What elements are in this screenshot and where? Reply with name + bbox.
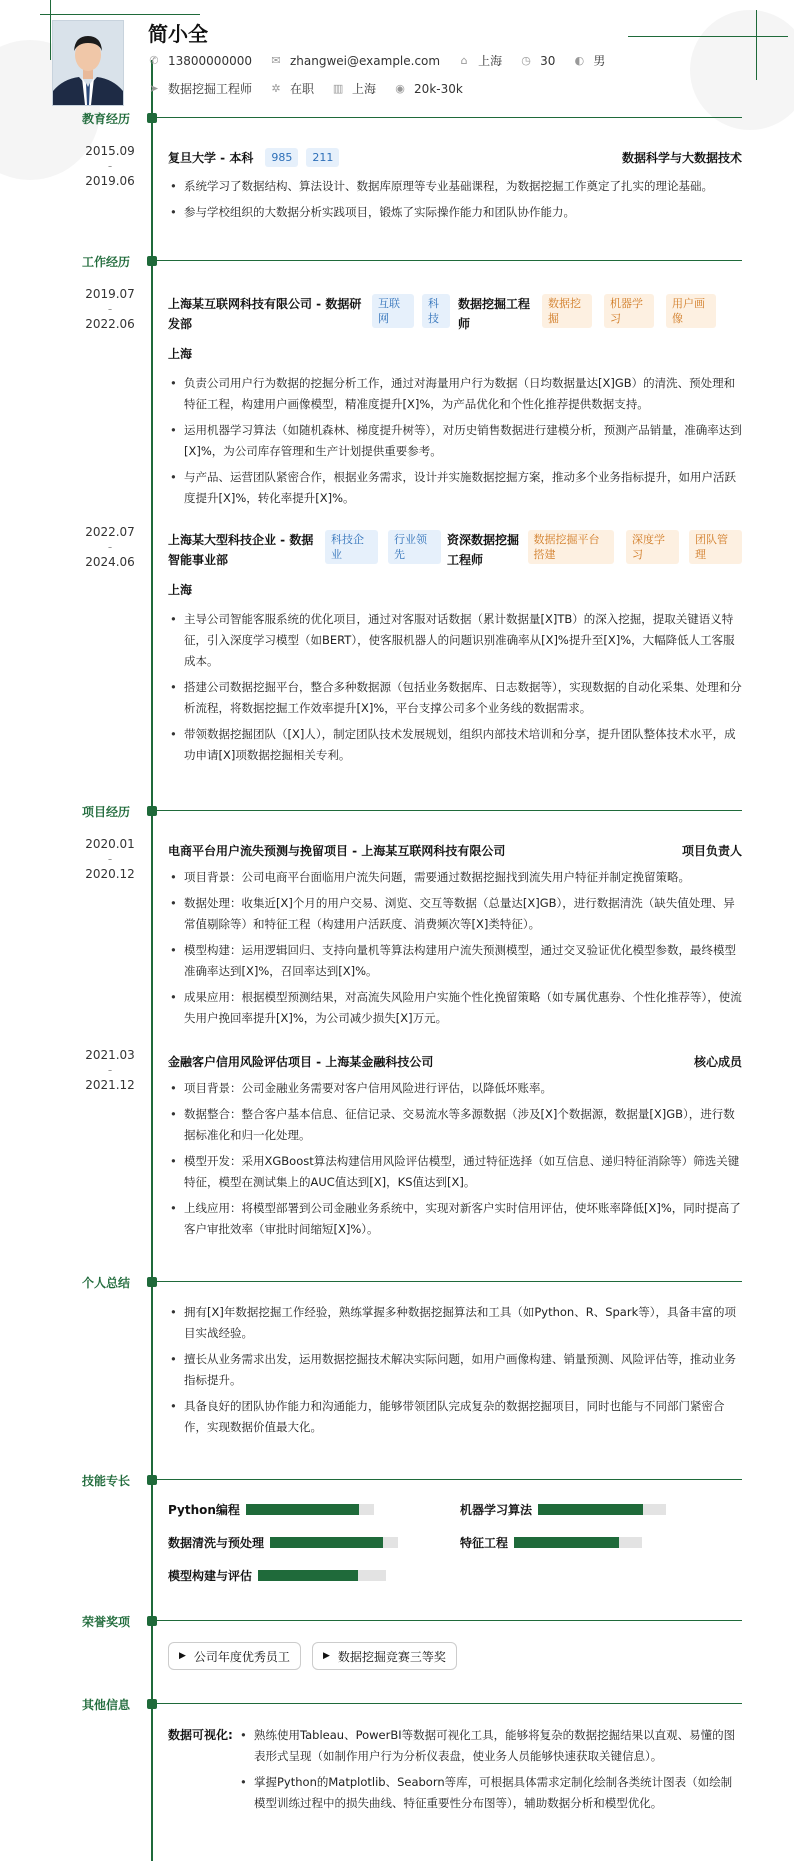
date-end: 2020.12 bbox=[85, 867, 135, 881]
other-bullets bbox=[238, 1725, 742, 1819]
skill-item bbox=[168, 1567, 386, 1584]
list-item: • 项目背景：公司金融业务需要对客户信用风险进行评估，以降低坏账率。 bbox=[168, 1078, 742, 1099]
avatar bbox=[52, 20, 124, 106]
timeline-line bbox=[151, 60, 153, 1861]
project-title: 电商平台用户流失预测与挽留项目 - 上海某互联网科技有限公司 bbox=[168, 844, 506, 858]
list-item: • 模型构建：运用逻辑回归、支持向量机等算法构建用户流失预测模型，通过交叉验证优化模型参数，最终模型准确率达到[X]%，召回率达到[X]%。 bbox=[168, 940, 742, 982]
company-name: 上海某互联网科技有限公司 - 数据研发部 bbox=[168, 297, 362, 331]
award-label: 数据挖掘竞赛三等奖 bbox=[337, 1649, 446, 1664]
school-tag: 211 bbox=[306, 148, 339, 167]
skill-tag: 团队管理 bbox=[689, 530, 742, 564]
industry-tag: 行业领先 bbox=[388, 530, 441, 564]
list-item: • 擅长从业务需求出发，运用数据挖掘技术解决实际问题，如用户画像构建、销量预测、风险评估等，推动业务指标提升。 bbox=[168, 1349, 742, 1391]
skill-tag: 数据挖掘平台搭建 bbox=[528, 530, 615, 564]
email-value: zhangwei@example.com bbox=[289, 53, 441, 68]
skill-tag: 用户画像 bbox=[666, 294, 716, 328]
phone-icon: ✆ bbox=[149, 54, 159, 67]
company-name: 上海某大型科技企业 - 数据智能事业部 bbox=[168, 533, 314, 567]
education-bullets bbox=[168, 176, 742, 228]
date-start: 2020.01 bbox=[85, 837, 135, 851]
play-icon: ▶ bbox=[323, 1651, 330, 1661]
section-divider bbox=[153, 810, 742, 811]
list-item: • 系统学习了数据结构、算法设计、数据库原理等专业基础课程，为数据挖掘工作奠定了扎实的理论基础。 bbox=[168, 176, 742, 197]
city-value: 上海 bbox=[352, 82, 377, 96]
section-title-education: 教育经历 bbox=[82, 112, 131, 126]
major-name: 数据科学与大数据技术 bbox=[621, 151, 742, 165]
skill-bar bbox=[270, 1537, 398, 1548]
timeline-dot bbox=[147, 806, 157, 816]
skill-item bbox=[168, 1501, 374, 1518]
section-title-other: 其他信息 bbox=[82, 1698, 131, 1712]
building-icon: ▥ bbox=[332, 82, 344, 95]
skill-item bbox=[460, 1534, 642, 1551]
info-row-1 bbox=[148, 52, 615, 69]
list-item: • 上线应用：将模型部署到公司金融业务系统中，实现对新客户实时信用评估，使坏账率降低[X]%，同时提高了客户审批效率（审批时间缩短[X]%）。 bbox=[168, 1198, 742, 1240]
list-item: • 数据处理：收集近[X]个月的用户交易、浏览、交互等数据（总量达[X]GB），进行数据清洗（缺失值处理、异常值剔除等）和特征工程（构建用户活跃度、消费频次等[X]类特征）。 bbox=[168, 893, 742, 935]
skill-name: 特征工程 bbox=[460, 1536, 509, 1550]
section-title-skills: 技能专长 bbox=[82, 1474, 131, 1488]
hometown-value: 上海 bbox=[478, 54, 503, 68]
timeline-dot bbox=[147, 1616, 157, 1626]
timeline-dot bbox=[147, 1475, 157, 1485]
list-item: • 带领数据挖掘团队（[X]人），制定团队技术发展规划，组织内部技术培训和分享，提升团队整体技术水平，成功申请[X]项数据挖掘相关专利。 bbox=[168, 724, 742, 766]
job-target-value: 数据挖掘工程师 bbox=[168, 82, 253, 96]
education-head bbox=[168, 148, 742, 167]
list-item: • 主导公司智能客服系统的优化项目，通过对客服对话数据（累计数据量[X]TB）的深入挖掘，提取关键语义特征，引入深度学习模型（如BERT），使客服机器人的问题识别准确率从[X]%提升至[X]%，大幅降低人工客服成本。 bbox=[168, 609, 742, 672]
list-item: • 数据整合：整合客户基本信息、征信记录、交易流水等多源数据（涉及[X]个数据源，数据量[X]GB），进行数据标准化和归一化处理。 bbox=[168, 1104, 742, 1146]
skill-name: 数据清洗与预处理 bbox=[168, 1536, 265, 1550]
work-head bbox=[168, 530, 742, 570]
skill-bar bbox=[538, 1504, 666, 1515]
position-name: 资深数据挖掘工程师 bbox=[447, 533, 520, 567]
list-item: • 项目背景：公司电商平台面临用户流失问题，需要通过数据挖掘找到流失用户特征并制定挽留策略。 bbox=[168, 867, 742, 888]
list-item: • 熟练使用Tableau、PowerBI等数据可视化工具，能够将复杂的数据挖掘结果以直观、易懂的图表形式呈现（如制作用户行为分析仪表盘，使业务人员能够快速获取关键信息）。 bbox=[238, 1725, 742, 1767]
timeline-dot bbox=[147, 256, 157, 266]
gear-icon: ✲ bbox=[271, 82, 281, 95]
list-item: • 运用机器学习算法（如随机森林、梯度提升树等），对历史销售数据进行建模分析，预测产品销量，准确率达到[X]%，为公司库存管理和生产计划提供重要参考。 bbox=[168, 420, 742, 462]
position-name: 数据挖掘工程师 bbox=[458, 297, 531, 331]
summary-bullets bbox=[168, 1302, 742, 1443]
play-icon: ▶ bbox=[179, 1651, 186, 1661]
list-item: • 与产品、运营团队紧密合作，根据业务需求，设计并实施数据挖掘方案，推动多个业务指标提升，如用户活跃度提升[X]%，转化率提升[X]%。 bbox=[168, 467, 742, 509]
work-bullets bbox=[168, 373, 742, 514]
skill-item bbox=[168, 1534, 398, 1551]
salary-value: 20k-30k bbox=[414, 81, 463, 96]
skill-tag: 数据挖掘 bbox=[542, 294, 592, 328]
project-bullets bbox=[168, 1078, 742, 1245]
skill-tag: 深度学习 bbox=[626, 530, 679, 564]
list-item: • 拥有[X]年数据挖掘工作经验，熟练掌握多种数据挖掘算法和工具（如Python、R、Spark等），具备丰富的项目实战经验。 bbox=[168, 1302, 742, 1344]
age-value: 30 bbox=[540, 53, 556, 68]
industry-tag: 科技企业 bbox=[325, 530, 378, 564]
date-start: 2022.07 bbox=[85, 525, 135, 539]
skill-bar-fill bbox=[270, 1537, 383, 1548]
work-date bbox=[80, 525, 140, 570]
date-dash: - bbox=[107, 852, 113, 866]
section-divider bbox=[153, 260, 742, 261]
send-icon: ➤ bbox=[149, 82, 159, 95]
date-end: 2019.06 bbox=[85, 174, 135, 188]
section-divider bbox=[153, 1620, 742, 1621]
section-title-awards: 荣誉奖项 bbox=[82, 1615, 131, 1629]
phone-value: 13800000000 bbox=[168, 53, 252, 68]
date-start: 2015.09 bbox=[85, 144, 135, 158]
gender-icon: ◐ bbox=[574, 54, 585, 67]
award-label: 公司年度优秀员工 bbox=[193, 1649, 290, 1664]
project-date bbox=[80, 837, 140, 882]
date-dash: - bbox=[107, 540, 113, 554]
award-chip bbox=[312, 1642, 457, 1670]
list-item: • 成果应用：根据模型预测结果，对高流失风险用户实施个性化挽留策略（如专属优惠券、个性化推荐等），使流失用户挽回率提升[X]%，为公司减少损失[X]万元。 bbox=[168, 987, 742, 1029]
skill-bar bbox=[514, 1537, 642, 1548]
money-icon: ◉ bbox=[395, 82, 405, 95]
date-end: 2024.06 bbox=[85, 555, 135, 569]
project-role: 项目负责人 bbox=[681, 844, 742, 858]
timeline-dot bbox=[147, 1277, 157, 1287]
list-item: • 具备良好的团队协作能力和沟通能力，能够带领团队完成复杂的数据挖掘项目，同时也能与不同部门紧密合作，实现数据价值最大化。 bbox=[168, 1396, 742, 1438]
skill-bar bbox=[258, 1570, 386, 1581]
date-start: 2019.07 bbox=[85, 287, 135, 301]
other-label: 数据可视化: bbox=[168, 1728, 233, 1742]
skill-name: 模型构建与评估 bbox=[168, 1569, 253, 1583]
candidate-name: 简小全 bbox=[148, 22, 208, 46]
project-head bbox=[168, 842, 742, 859]
section-title-work: 工作经历 bbox=[82, 255, 131, 269]
skill-tag: 机器学习 bbox=[604, 294, 654, 328]
section-title-project: 项目经历 bbox=[82, 805, 131, 819]
date-end: 2021.12 bbox=[85, 1078, 135, 1092]
section-divider bbox=[153, 1281, 742, 1282]
school-tag: 985 bbox=[265, 148, 298, 167]
list-item: • 搭建公司数据挖掘平台，整合多种数据源（包括业务数据库、日志数据等），实现数据的自动化采集、处理和分析流程，将数据挖掘工作效率提升[X]%，平台支撑公司多个业务线的数据需求。 bbox=[168, 677, 742, 719]
project-bullets bbox=[168, 867, 742, 1034]
section-divider bbox=[153, 1479, 742, 1480]
work-city: 上海 bbox=[168, 583, 193, 597]
list-item: • 掌握Python的Matplotlib、Seaborn等库，可根据具体需求定制化绘制各类统计图表（如绘制模型训练过程中的损失曲线、特征重要性分布图等），辅助数据分析和模型优化。 bbox=[238, 1772, 742, 1814]
work-head bbox=[168, 294, 742, 334]
timeline-dot bbox=[147, 113, 157, 123]
list-item: • 参与学校组织的大数据分析实践项目，锻炼了实际操作能力和团队协作能力。 bbox=[168, 202, 742, 223]
work-city: 上海 bbox=[168, 347, 193, 361]
date-start: 2021.03 bbox=[85, 1048, 135, 1062]
date-dash: - bbox=[107, 1063, 113, 1077]
list-item: • 负责公司用户行为数据的挖掘分析工作，通过对海量用户行为数据（日均数据量达[X]GB）的清洗、预处理和特征工程，构建用户画像模型，精准度提升[X]%，为产品优化和个性化推荐提供数据支持。 bbox=[168, 373, 742, 415]
skill-name: Python编程 bbox=[168, 1503, 240, 1517]
work-date bbox=[80, 287, 140, 332]
skill-bar bbox=[246, 1504, 374, 1515]
info-row-2 bbox=[148, 80, 473, 97]
industry-tag: 科技 bbox=[422, 294, 450, 328]
list-item: • 模型开发：采用XGBoost算法构建信用风险评估模型，通过特征选择（如互信息、递归特征消除等）筛选关键特征，模型在测试集上的AUC值达到[X]，KS值达到[X]。 bbox=[168, 1151, 742, 1193]
date-dash: - bbox=[107, 302, 113, 316]
section-title-summary: 个人总结 bbox=[82, 1276, 131, 1290]
skill-bar-fill bbox=[258, 1570, 358, 1581]
education-date bbox=[80, 144, 140, 189]
home-icon: ⌂ bbox=[460, 54, 468, 67]
date-end: 2022.06 bbox=[85, 317, 135, 331]
skill-name: 机器学习算法 bbox=[460, 1503, 533, 1517]
work-bullets bbox=[168, 609, 742, 771]
industry-tag: 互联网 bbox=[372, 294, 414, 328]
skill-bar-fill bbox=[246, 1504, 359, 1515]
project-date bbox=[80, 1048, 140, 1093]
project-title: 金融客户信用风险评估项目 - 上海某金融科技公司 bbox=[168, 1055, 434, 1069]
gender-value: 男 bbox=[593, 54, 606, 68]
award-chip bbox=[168, 1642, 301, 1670]
school-name: 复旦大学 - 本科 bbox=[168, 151, 254, 165]
section-divider bbox=[153, 117, 742, 118]
section-divider bbox=[153, 1703, 742, 1704]
mail-icon: ✉ bbox=[271, 54, 281, 67]
skill-bar-fill bbox=[514, 1537, 619, 1548]
age-icon: ◷ bbox=[521, 54, 531, 67]
resume-header bbox=[0, 0, 794, 115]
date-dash: - bbox=[107, 159, 113, 173]
skill-bar-fill bbox=[538, 1504, 643, 1515]
skill-item bbox=[460, 1501, 666, 1518]
status-value: 在职 bbox=[290, 82, 315, 96]
project-role: 核心成员 bbox=[693, 1055, 742, 1069]
project-head bbox=[168, 1053, 742, 1070]
timeline-dot bbox=[147, 1699, 157, 1709]
